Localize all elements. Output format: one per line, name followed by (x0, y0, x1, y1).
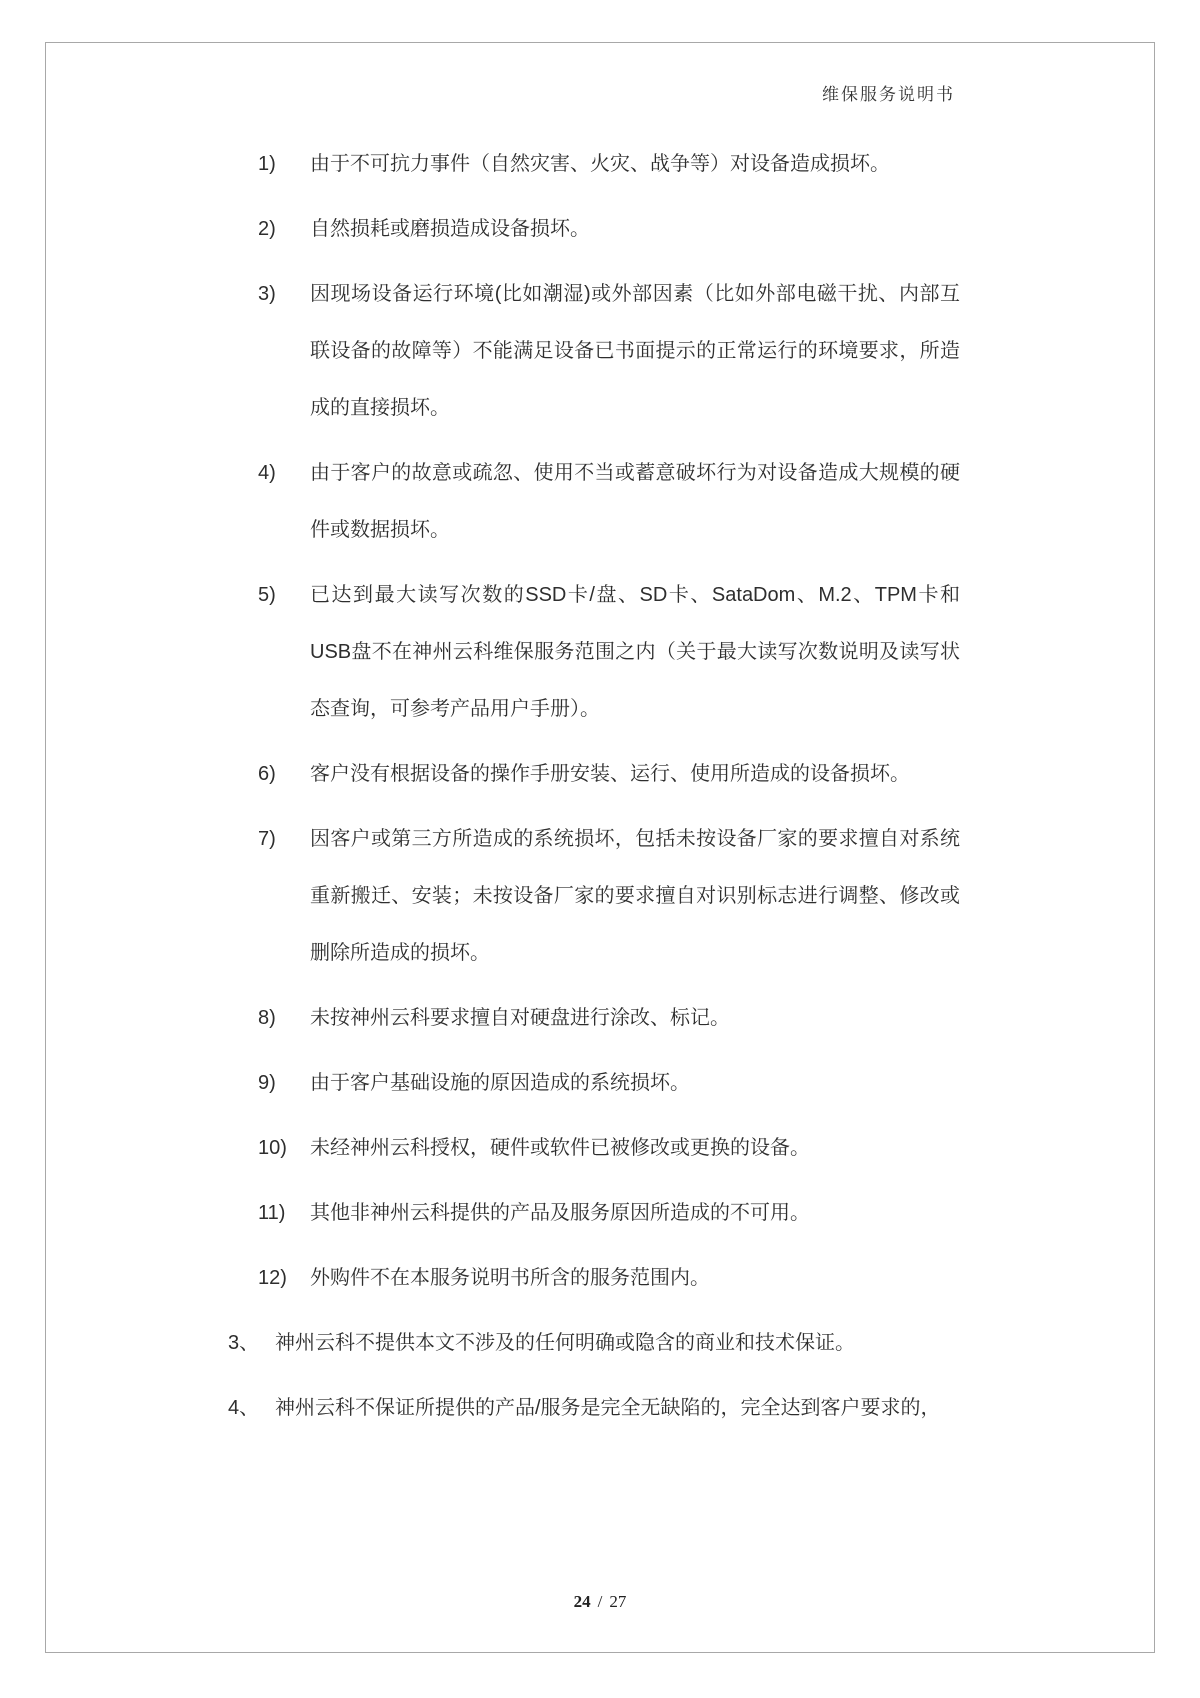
item-text: 因客户或第三方所造成的系统损坏，包括未按设备厂家的要求擅自对系统重新搬迁、安装；未按设备厂家的要求擅自对识别标志进行调整、修改或删除所造成的损坏。 (310, 828, 960, 964)
list-item (258, 266, 960, 437)
item-text: 由于不可抗力事件（自然灾害、火灾、战争等）对设备造成损坏。 (310, 153, 890, 175)
item-number: 5) (258, 584, 276, 606)
item-number: 2) (258, 218, 276, 240)
list-item (258, 201, 960, 258)
item-number: 9) (258, 1072, 276, 1094)
page-total: 27 (609, 1592, 627, 1611)
list-item (258, 1185, 960, 1242)
list-item (258, 990, 960, 1047)
item-number: 10) (258, 1137, 287, 1159)
item-text: 其他非神州云科提供的产品及服务原因所造成的不可用。 (310, 1202, 810, 1224)
page-current: 24 (573, 1592, 591, 1611)
item-number: 11) (258, 1202, 286, 1224)
item-text: 未按神州云科要求擅自对硬盘进行涂改、标记。 (310, 1007, 730, 1029)
footer-page-number (0, 1592, 1200, 1612)
document-body (0, 136, 1200, 1445)
item-number: 3、 (228, 1332, 260, 1354)
item-number: 6) (258, 763, 276, 785)
item-number: 3) (258, 283, 276, 305)
item-text: 自然损耗或磨损造成设备损坏。 (310, 218, 590, 240)
item-text: 由于客户的故意或疏忽、使用不当或蓄意破坏行为对设备造成大规模的硬件或数据损坏。 (310, 462, 960, 541)
list-item (258, 136, 960, 193)
item-number: 12) (258, 1267, 287, 1289)
list-item (258, 746, 960, 803)
item-number: 4、 (228, 1397, 260, 1419)
item-text: 已达到最大读写次数的SSD卡/盘、SD卡、SataDom、M.2、TPM卡和USB盘不在神州云科维保服务范围之内（关于最大读写次数说明及读写状态查询，可参考产品用户手册）。 (310, 584, 960, 720)
item-text: 由于客户基础设施的原因造成的系统损坏。 (310, 1072, 690, 1094)
list-item (228, 1315, 960, 1372)
item-text: 因现场设备运行环境(比如潮湿)或外部因素（比如外部电磁干扰、内部互联设备的故障等）不能满足设备已书面提示的正常运行的环境要求，所造成的直接损坏。 (310, 283, 960, 419)
list-item (258, 1120, 960, 1177)
item-number: 8) (258, 1007, 276, 1029)
item-text: 神州云科不保证所提供的产品/服务是完全无缺陷的，完全达到客户要求的， (275, 1397, 941, 1419)
item-text: 神州云科不提供本文不涉及的任何明确或隐含的商业和技术保证。 (275, 1332, 855, 1354)
document-header-title: 维保服务说明书 (822, 85, 955, 104)
item-number: 1) (258, 153, 276, 175)
list-item (258, 811, 960, 982)
item-text: 客户没有根据设备的操作手册安装、运行、使用所造成的设备损坏。 (310, 763, 910, 785)
list-item (258, 1250, 960, 1307)
item-number: 7) (258, 828, 276, 850)
item-number: 4) (258, 462, 276, 484)
page-separator: / (597, 1592, 603, 1611)
list-item (258, 445, 960, 559)
list-item (258, 567, 960, 738)
list-item (258, 1055, 960, 1112)
item-text: 外购件不在本服务说明书所含的服务范围内。 (310, 1267, 710, 1289)
item-text: 未经神州云科授权，硬件或软件已被修改或更换的设备。 (310, 1137, 810, 1159)
list-item (228, 1380, 960, 1437)
